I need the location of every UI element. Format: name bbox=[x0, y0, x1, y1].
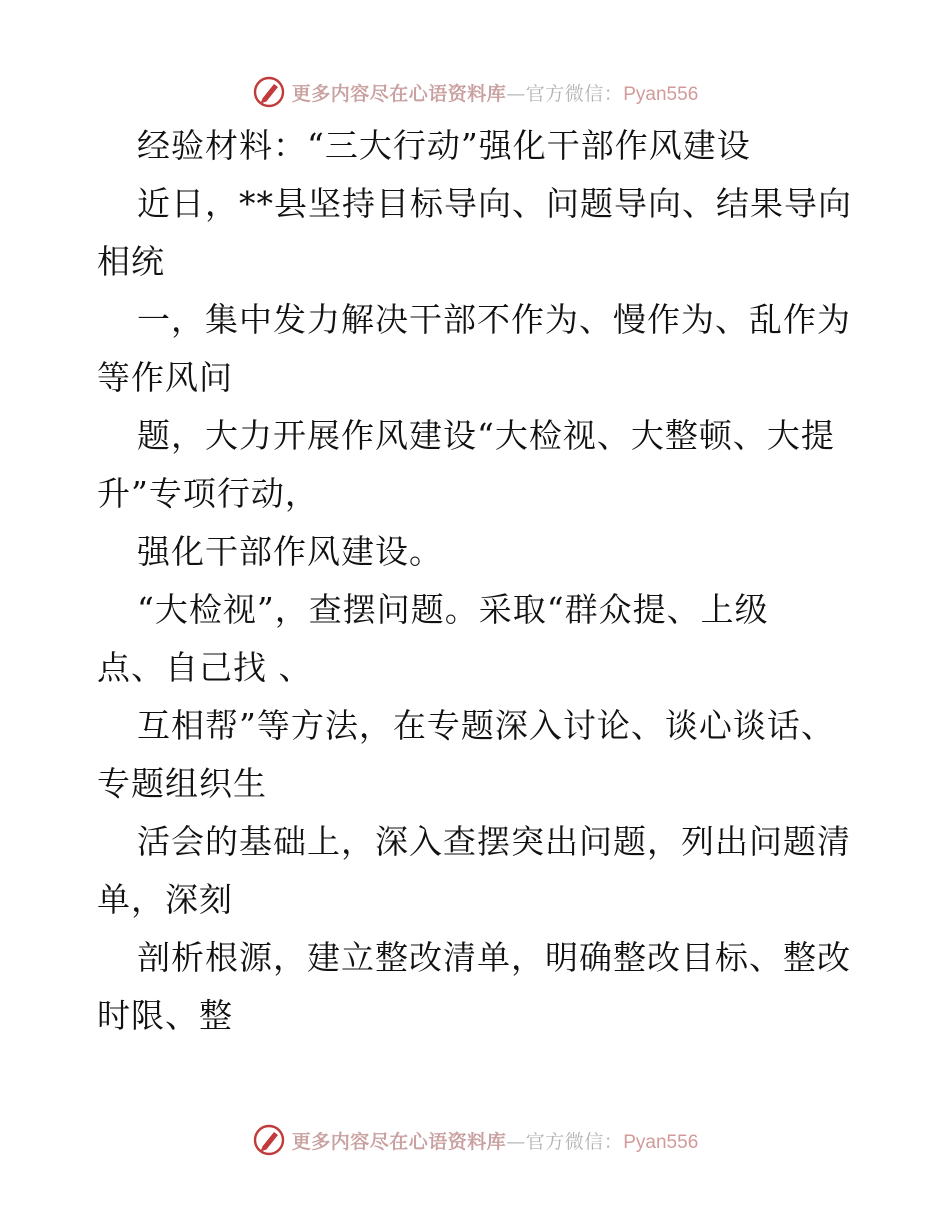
paragraph-line: 一，集中发力解决干部不作为、慢作为、乱作为 bbox=[137, 300, 851, 339]
paragraph-line: 时限、整 bbox=[97, 996, 233, 1035]
footer-banner bbox=[0, 1118, 950, 1162]
paragraph-line: 活会的基础上，深入查摆突出问题，列出问题清 bbox=[137, 822, 851, 861]
banner-title: 更多内容尽在心语资料库 bbox=[291, 1130, 507, 1153]
document-body bbox=[97, 117, 857, 1045]
banner-wechat-label: 官方微信： bbox=[525, 82, 624, 105]
paragraph-line: 近日，**县坚持目标导向、问题导向、结果导向 bbox=[137, 184, 852, 223]
banner-text bbox=[292, 1127, 699, 1154]
paragraph-line: 强化干部作风建设。 bbox=[137, 532, 443, 571]
paragraph-line: 专题组织生 bbox=[97, 764, 267, 803]
banner-dash: — bbox=[506, 82, 526, 105]
banner-wechat-label: 官方微信： bbox=[525, 1130, 624, 1153]
paragraph-line: 相统 bbox=[97, 242, 165, 281]
document-title: 经验材料：“三大行动”强化干部作风建设 bbox=[137, 126, 751, 165]
banner-wechat-handle: Pyan556 bbox=[623, 83, 699, 105]
paragraph-line: 题，大力开展作风建设“大检视、大整顿、大提 bbox=[137, 416, 835, 455]
header-banner bbox=[0, 70, 950, 114]
paragraph-line: “大检视”，查摆问题。采取“群众提、上级 bbox=[137, 590, 769, 629]
paragraph-line: 点、自己找 、 bbox=[97, 648, 313, 687]
banner-dash: — bbox=[506, 1130, 526, 1153]
banner-title: 更多内容尽在心语资料库 bbox=[291, 82, 507, 105]
pen-logo-icon bbox=[252, 1123, 286, 1157]
paragraph-line: 单，深刻 bbox=[97, 880, 233, 919]
paragraph-line: 剖析根源，建立整改清单，明确整改目标、整改 bbox=[137, 938, 851, 977]
paragraph-line: 升”专项行动， bbox=[97, 474, 319, 513]
paragraph-line: 等作风问 bbox=[97, 358, 233, 397]
banner-wechat-handle: Pyan556 bbox=[623, 1131, 699, 1153]
paragraph-line: 互相帮”等方法，在专题深入讨论、谈心谈话、 bbox=[137, 706, 835, 745]
pen-logo-icon bbox=[252, 75, 286, 109]
banner-text bbox=[292, 79, 699, 106]
